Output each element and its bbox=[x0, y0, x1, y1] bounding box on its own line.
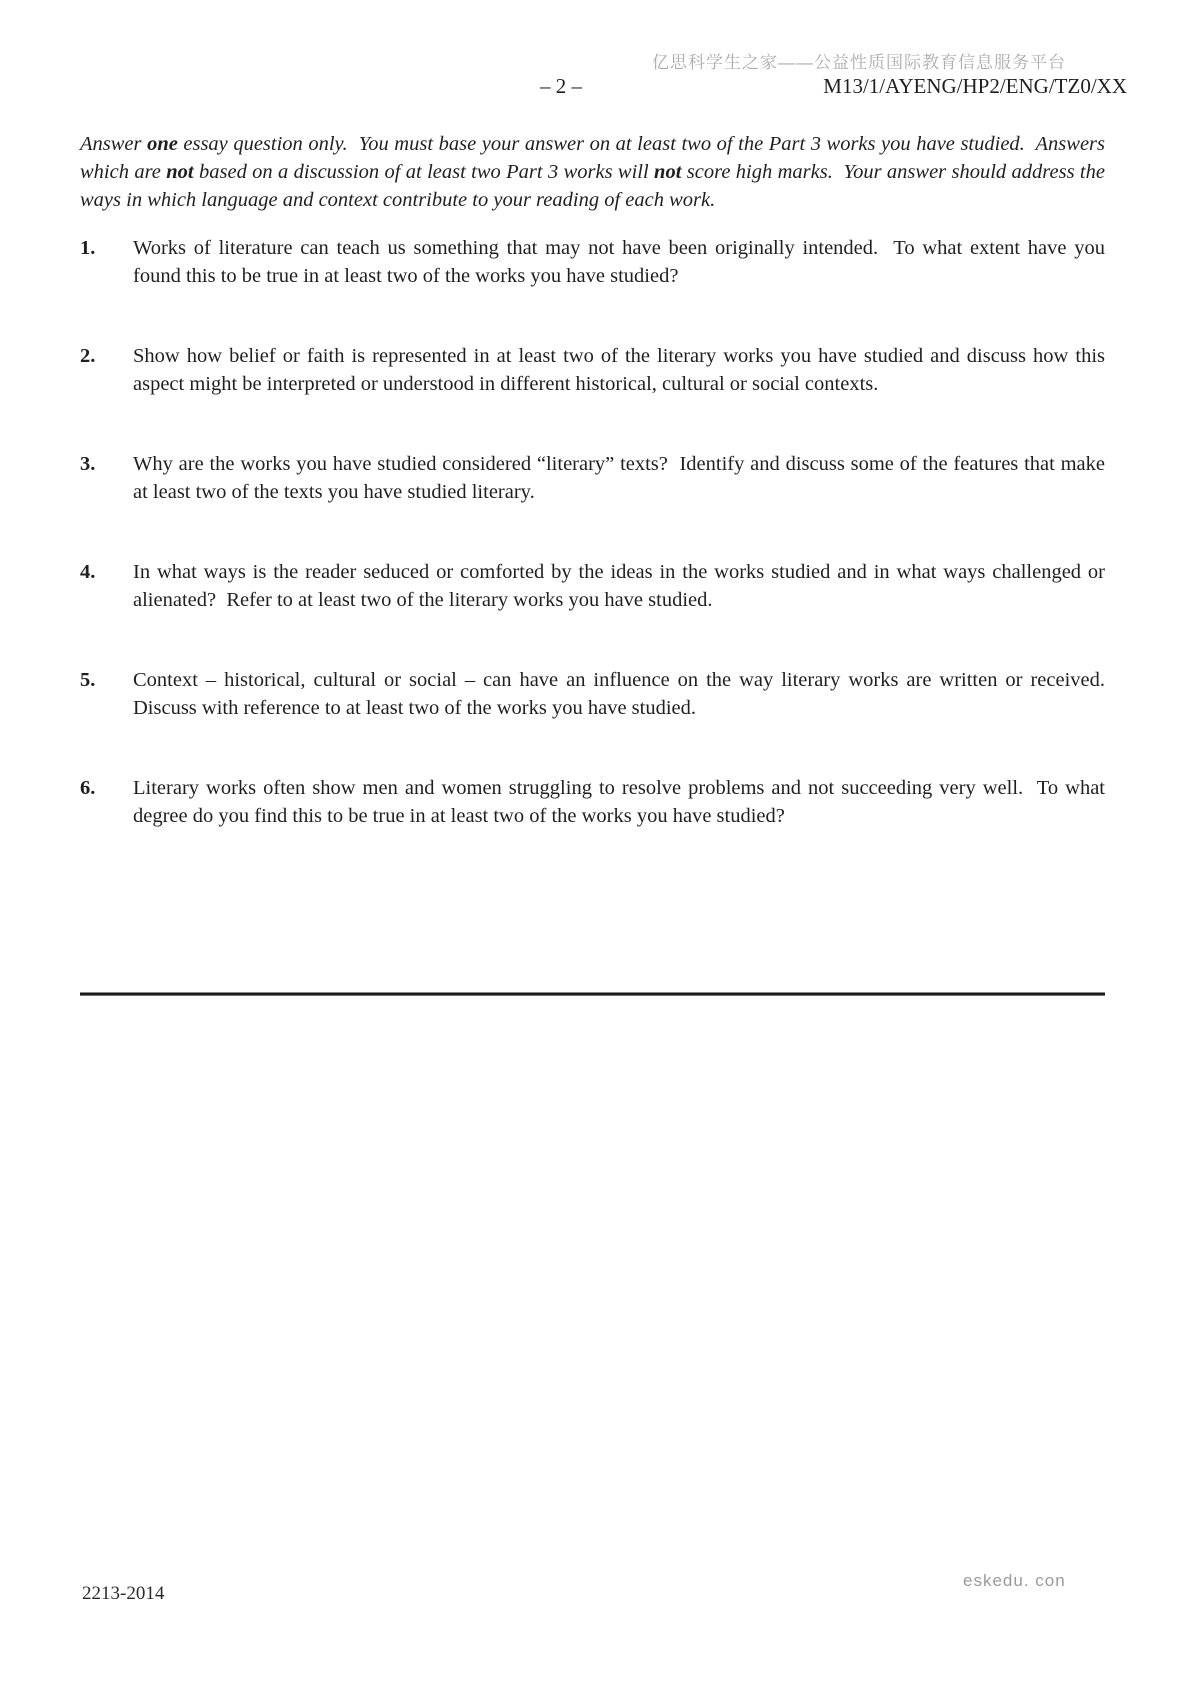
watermark-footer: eskedu. con bbox=[963, 1571, 1066, 1590]
question-item bbox=[80, 450, 1111, 506]
instructions-paragraph bbox=[80, 130, 1111, 214]
question-item bbox=[80, 234, 1111, 290]
question-number: 1. bbox=[80, 237, 96, 259]
watermark-header: 亿思科学生之家——公益性质国际教育信息服务平台 bbox=[652, 53, 1066, 72]
instruction-emphasis: one bbox=[147, 133, 178, 155]
question-text: Why are the works you have studied considered “literary” texts? Identify and discuss some of the features that make at least two of the texts you have studied literary. bbox=[133, 453, 1111, 503]
question-item bbox=[80, 666, 1116, 722]
question-number: 4. bbox=[80, 561, 96, 583]
question-list bbox=[80, 234, 1116, 830]
question-number: 5. bbox=[80, 669, 96, 691]
question-item bbox=[80, 558, 1111, 614]
question-text: Works of literature can teach us something that may not have been originally intended. To what extent have you found this to be true in at least two of the works you have studied? bbox=[133, 237, 1111, 287]
instruction-text: Answer bbox=[80, 133, 148, 155]
page-content bbox=[0, 130, 1191, 996]
exam-session-code: 2213-2014 bbox=[82, 1583, 165, 1604]
question-number: 2. bbox=[80, 345, 96, 367]
question-item bbox=[80, 342, 1111, 398]
question-text: Context – historical, cultural or social – can have an influence on the way literary works are written or received. Discuss with reference to at least two of the works you have studied. bbox=[133, 669, 1116, 719]
question-number: 6. bbox=[80, 777, 96, 799]
end-of-questions-rule bbox=[80, 992, 1105, 996]
page-number: – 2 – bbox=[540, 74, 582, 98]
instruction-text: essay question only. You must base your answer on at least two of the Part 3 works you have studied. Answers which are bbox=[80, 133, 1111, 183]
instruction-text: score high marks. Your answer should address the ways in which language and context contribute to your reading of each work. bbox=[80, 161, 1111, 211]
instruction-text: based on a discussion of at least two Part 3 works will bbox=[193, 161, 655, 183]
instruction-emphasis: not bbox=[166, 161, 194, 183]
question-text: Literary works often show men and women struggling to resolve problems and not succeeding very well. To what degree do you find this to be true in at least two of the works you have studied? bbox=[133, 777, 1111, 827]
instruction-emphasis: not bbox=[654, 161, 682, 183]
paper-code: M13/1/AYENG/HP2/ENG/TZ0/XX bbox=[823, 74, 1127, 98]
question-item bbox=[80, 774, 1111, 830]
question-text: Show how belief or faith is represented in at least two of the literary works you have studied and discuss how this aspect might be interpreted or understood in different historical, cultural or social contexts. bbox=[133, 345, 1111, 395]
question-number: 3. bbox=[80, 453, 96, 475]
question-text: In what ways is the reader seduced or comforted by the ideas in the works studied and in what ways challenged or alienated? Refer to at least two of the literary works you have studied. bbox=[133, 561, 1111, 611]
